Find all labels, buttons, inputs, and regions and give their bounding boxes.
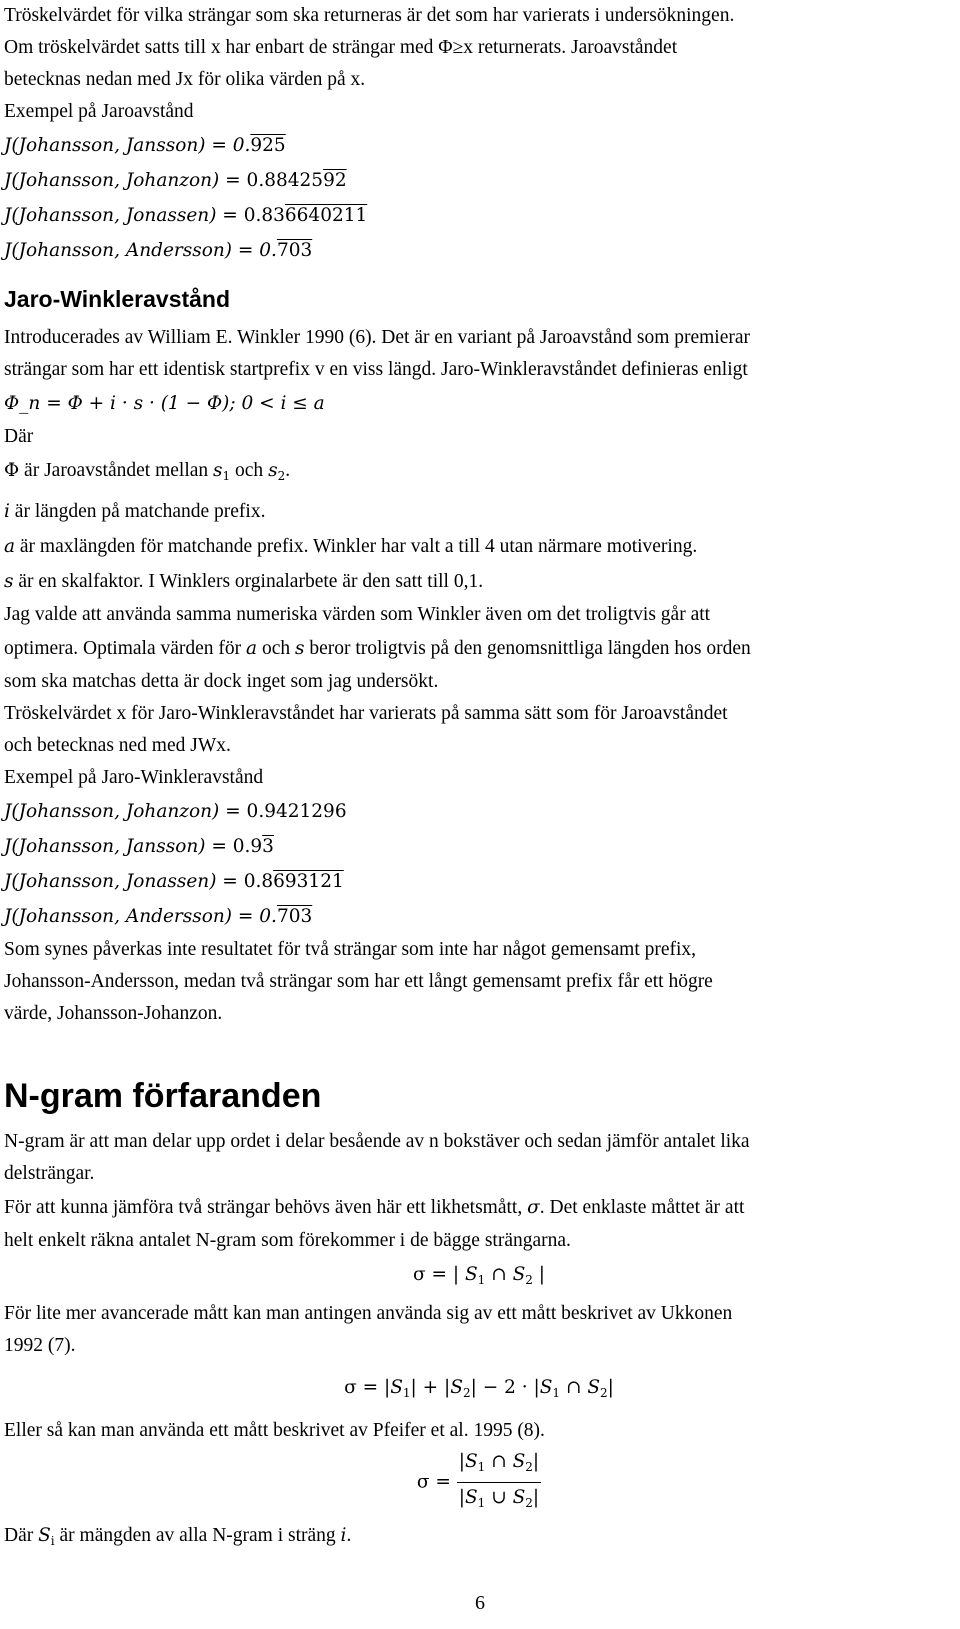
jw-para2-line2: optimera. Optimala värden för a och s beror troligtvis på den genomsnittliga längden hos orden	[4, 638, 751, 659]
document-page	[4, 0, 954, 1559]
intro-line-1: Tröskelvärdet för vilka strängar som ska returneras är det som har varierats i undersökningen.	[4, 5, 735, 26]
jw-def-phi: Φ är Jaroavståndet mellan $s_1$ och $s_2$.	[4, 460, 291, 483]
jw-para2-line1: Jag valde att använda samma numeriska värden som Winkler även om det troligtvis går att	[4, 604, 711, 625]
jw-para3-line1: Tröskelvärdet x för Jaro-Winkleravståndet har varierats på samma sätt som för Jaroavståndet	[4, 703, 728, 724]
jaro-example-4: J(Johansson, Andersson) = 0.703	[4, 240, 313, 261]
formula-pfeifer: σ = $\frac{|S_1 \cap S_2|}{|S_1 \cup S_2|}$	[4, 1447, 954, 1518]
jw-def-a: a är maxlängden för matchande prefix. Winkler har valt a till 4 utan närmare motivering.	[4, 536, 698, 557]
jw-example-3: J(Johansson, Jonassen) = 0.8693121	[4, 871, 344, 892]
intro-line-2: Om tröskelvärdet satts till x har enbart de strängar med Φ≥x returnerats. Jaroavståndet	[4, 37, 678, 58]
jw-para2-line3: som ska matchas detta är dock inget som jag undersökt.	[4, 671, 439, 692]
page-number: 6	[475, 1592, 485, 1614]
jw-example-2: J(Johansson, Jansson) = 0.93	[4, 836, 274, 857]
jaro-example-3: J(Johansson, Jonassen) = 0.836640211	[4, 205, 368, 226]
jaro-example-1: J(Johansson, Jansson) = 0.925	[4, 135, 286, 156]
intro-line-3: betecknas nedan med Jx för olika värden på x.	[4, 69, 366, 90]
jw-dar: Där	[4, 426, 34, 447]
ngram-heading: N-gram förfaranden	[4, 1077, 322, 1115]
jw-para1-line1: Introducerades av William E. Winkler 1990 (6). Det är en variant på Jaroavstånd som premierar	[4, 327, 751, 348]
jw-para4-line2: Johansson-Andersson, medan två strängar som har ett långt gemensamt prefix får ett högre	[4, 971, 713, 992]
jw-def-i: i är längden på matchande prefix.	[4, 501, 266, 522]
jw-def-s: s är en skalfaktor. I Winklers orginalarbete är den satt till 0,1.	[4, 571, 484, 592]
jw-formula: Φ_n = Φ + i · s · (1 − Φ); 0 < i ≤ a	[4, 393, 325, 414]
ngram-para4: Eller så kan man använda ett mått beskrivet av Pfeifer et al. 1995 (8).	[4, 1420, 545, 1441]
ngram-para1-line1: N-gram är att man delar upp ordet i delar besående av n bokstäver och sedan jämför antalet lika	[4, 1131, 750, 1152]
jaro-example-2: J(Johansson, Johanzon) = 0.8842592	[4, 170, 347, 191]
jw-para4-line1: Som synes påverkas inte resultatet för två strängar som inte har något gemensamt prefix,	[4, 939, 697, 960]
jw-para1-line2: strängar som har ett identisk startprefix v en viss längd. Jaro-Winkleravståndet definieras enligt	[4, 359, 748, 380]
jw-example-4: J(Johansson, Andersson) = 0.703	[4, 906, 313, 927]
jaro-example-label: Exempel på Jaroavstånd	[4, 101, 194, 122]
formula-intersection: σ = | $S_1$ ∩ $S_2$ |	[412, 1264, 546, 1287]
ngram-para2-line1: För att kunna jämföra två strängar behövs även här ett likhetsmått, σ. Det enklaste måttet är att	[4, 1197, 745, 1218]
ngram-para2-line2: helt enkelt räkna antalet N-gram som förekommer i de bägge strängarna.	[4, 1230, 571, 1251]
jw-para4-line3: värde, Johansson-Johanzon.	[4, 1003, 223, 1024]
ngram-para3-line1: För lite mer avancerade mått kan man antingen använda sig av ett mått beskrivet av Ukkonen	[4, 1303, 733, 1324]
jw-example-1: J(Johansson, Johanzon) = 0.9421296	[4, 801, 347, 822]
jaro-winkler-heading: Jaro-Winkleravstånd	[4, 286, 231, 312]
ngram-para1-line2: delsträngar.	[4, 1163, 95, 1184]
jw-para3-line2: och betecknas ned med JWx.	[4, 735, 231, 756]
ngram-final-line: Där $S_i$ är mängden av alla N-gram i sträng i.	[4, 1525, 352, 1548]
ngram-para3-line2: 1992 (7).	[4, 1335, 76, 1356]
jw-example-label: Exempel på Jaro-Winkleravstånd	[4, 767, 264, 788]
formula-ukkonen: $\sigma = |S_1| + |S_2| - 2 \cdot |S_1$ ∩ $S_2|$	[344, 1377, 614, 1400]
